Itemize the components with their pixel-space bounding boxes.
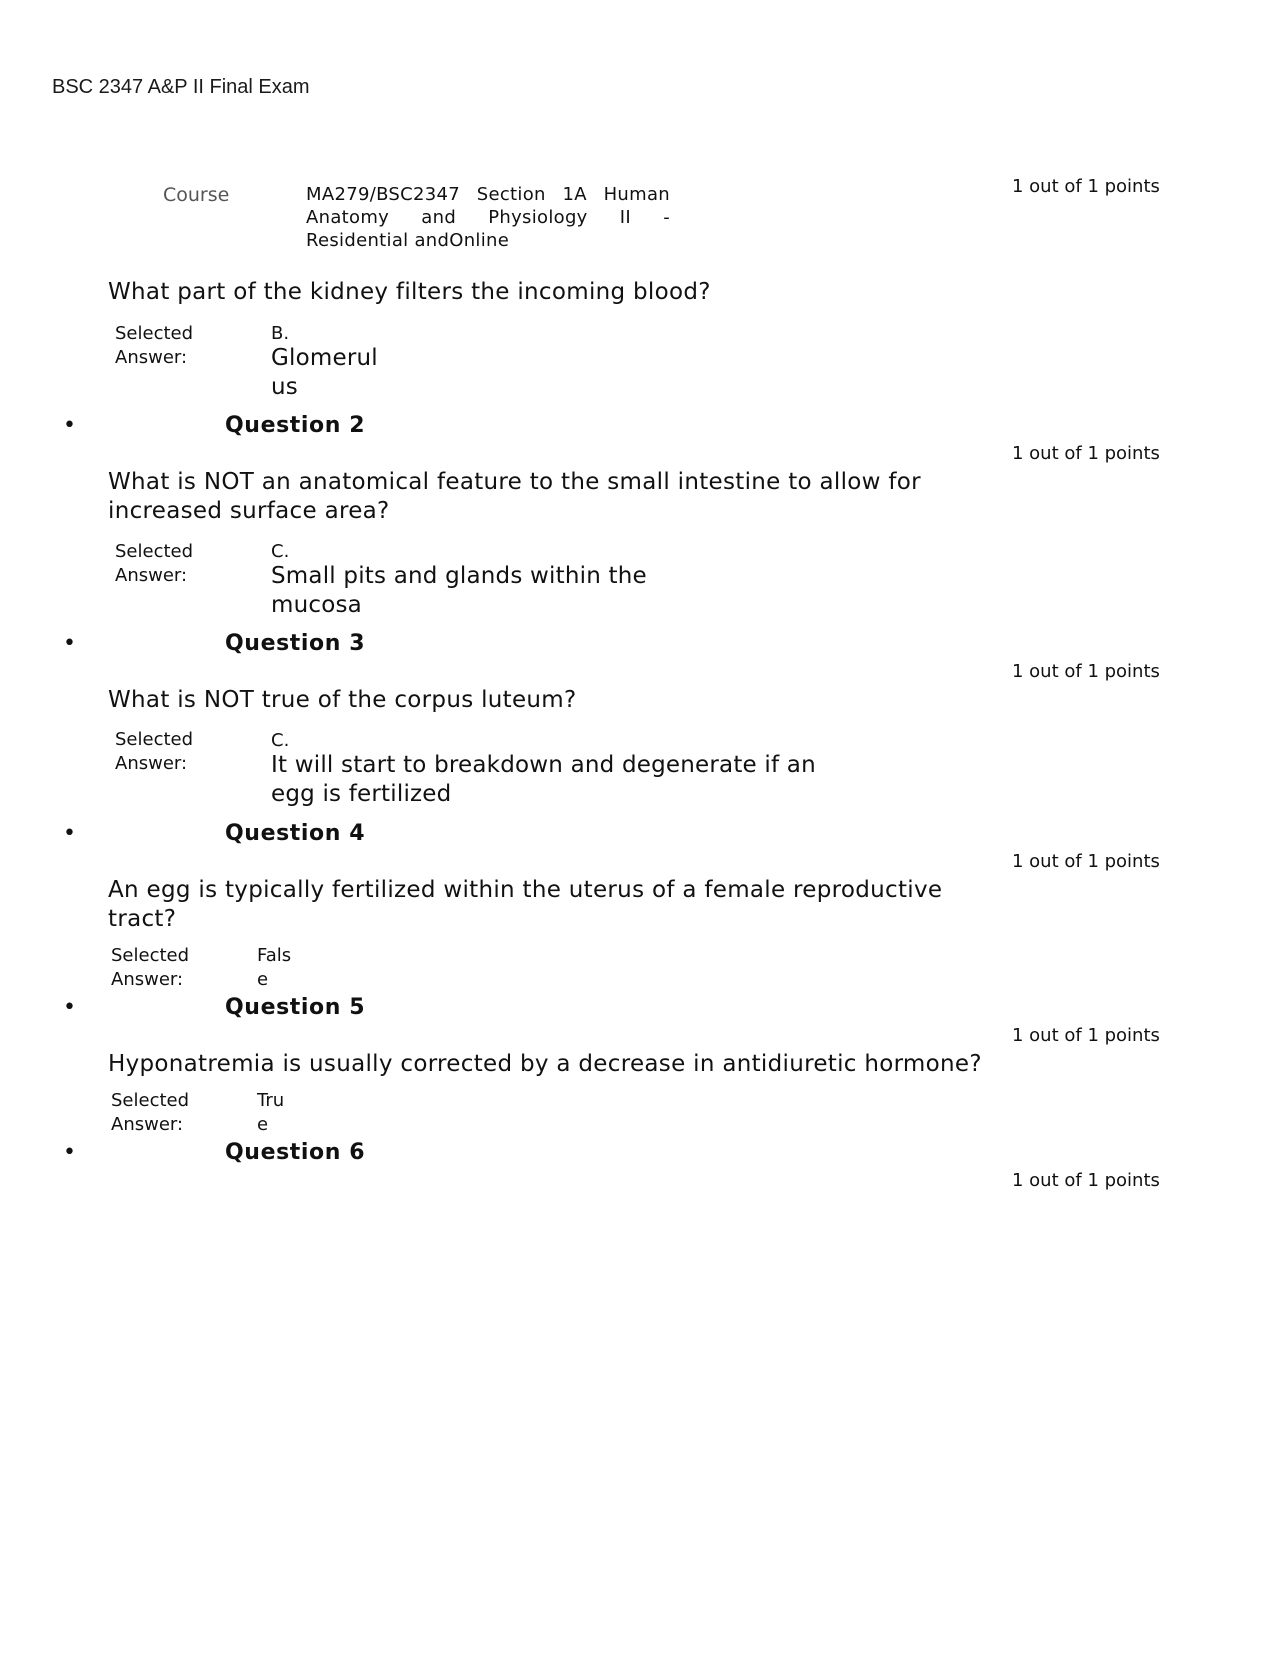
question-3-selected-answer-label [115, 728, 193, 776]
selected-label: Selected [111, 1090, 190, 1111]
question-1-text: What part of the kidney filters the incoming blood? [108, 279, 711, 305]
answer-label: Answer: [111, 969, 184, 990]
question-2-answer-line-1: Small pits and glands within the [271, 563, 647, 589]
answer-line-1: Tru [257, 1090, 285, 1111]
question-3-heading: Question 3 [225, 631, 366, 656]
document-title: BSC 2347 A&P II Final Exam [52, 76, 310, 98]
answer-line-2: e [257, 969, 269, 990]
question-4-points: 1 out of 1 points [1012, 851, 1160, 872]
answer-label: Answer: [115, 565, 188, 586]
question-1-points: 1 out of 1 points [1012, 176, 1160, 197]
course-line-2: Anatomy and Physiology II - [306, 207, 670, 228]
answer-label: Answer: [111, 1114, 184, 1135]
question-6-points: 1 out of 1 points [1012, 1170, 1160, 1191]
bullet-marker: • [63, 1140, 76, 1165]
question-3-answer-line-2: egg is fertilized [271, 781, 452, 807]
question-2-choice-letter: C. [271, 541, 290, 562]
question-2-text-line-2: increased surface area? [108, 498, 390, 524]
question-1-selected-answer-label [115, 322, 193, 370]
selected-label: Selected [115, 729, 194, 750]
question-6-heading: Question 6 [225, 1140, 366, 1165]
bullet-marker: • [63, 631, 76, 656]
question-5-selected-answer-label [111, 1089, 189, 1137]
question-2-text-line-1: What is NOT an anatomical feature to the small intestine to allow for [108, 469, 921, 495]
question-3-answer-line-1: It will start to breakdown and degenerate if an [271, 752, 816, 778]
selected-label: Selected [111, 945, 190, 966]
bullet-marker: • [63, 995, 76, 1020]
question-3-text: What is NOT true of the corpus luteum? [108, 687, 577, 713]
question-2-selected-answer-label [115, 540, 193, 588]
question-4-text-line-1: An egg is typically fertilized within the uterus of a female reproductive [108, 877, 943, 903]
question-4-selected-answer-label [111, 944, 189, 992]
answer-label: Answer: [115, 753, 188, 774]
selected-label: Selected [115, 323, 194, 344]
answer-line-2: e [257, 1114, 269, 1135]
question-4-text-line-2: tract? [108, 906, 177, 932]
selected-label: Selected [115, 541, 194, 562]
question-5-points: 1 out of 1 points [1012, 1025, 1160, 1046]
question-1-answer-line-1: Glomerul [271, 345, 378, 371]
question-5-answer [257, 1089, 284, 1137]
question-2-heading: Question 2 [225, 413, 366, 438]
question-1-choice-letter: B. [271, 323, 290, 344]
answer-label: Answer: [115, 347, 188, 368]
course-line-1: MA279/BSC2347 Section 1A Human [306, 184, 670, 205]
question-4-answer [257, 944, 291, 992]
question-1-answer-line-2: us [271, 374, 298, 400]
question-5-text: Hyponatremia is usually corrected by a decrease in antidiuretic hormone? [108, 1051, 982, 1077]
question-3-choice-letter: C. [271, 730, 290, 751]
answer-line-1: Fals [257, 945, 292, 966]
question-5-heading: Question 5 [225, 995, 366, 1020]
question-3-points: 1 out of 1 points [1012, 661, 1160, 682]
question-4-heading: Question 4 [225, 821, 366, 846]
course-label: Course [163, 184, 230, 206]
bullet-marker: • [63, 821, 76, 846]
bullet-marker: • [63, 413, 76, 438]
question-2-answer-line-2: mucosa [271, 592, 362, 618]
question-2-points: 1 out of 1 points [1012, 443, 1160, 464]
course-line-3: Residential andOnline [306, 230, 510, 251]
